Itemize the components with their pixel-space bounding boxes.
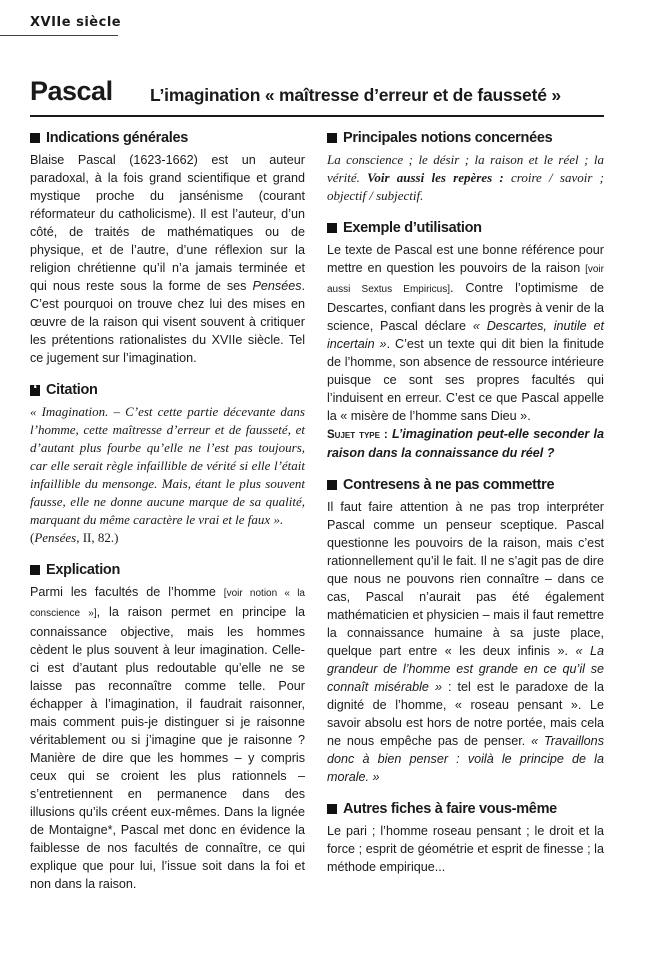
notions-list: La conscience ; le désir ; la raison et le réel ; la vérité. — [327, 152, 604, 185]
section-heading — [30, 130, 305, 146]
square-bullet-icon — [30, 133, 40, 143]
explication-text — [30, 583, 305, 893]
indications-tail: . C’est pourquoi on trouve chez lui des mises en œuvre de la raison qui visent souvent à critiquer les prétentions rationalistes du XVIIe siècle. Tel ce jugement sur l’imagination. — [30, 279, 306, 365]
right-column — [327, 130, 604, 891]
cross-reference: [voir notion « la conscience »] — [30, 588, 305, 619]
heading-text: Exemple d’utilisation — [343, 220, 482, 236]
contresens-part: : tel est le paradoxe de la dignité de l’homme, « roseau pensant ». Le savoir absolu est hors de notre portée, mais cela ne nous empêche pas de penser. — [327, 680, 604, 748]
heading-text: Indications générales — [46, 130, 188, 146]
see-also-items: croire / savoir ; objectif / subjectif. — [327, 170, 605, 203]
heading-text: Contresens à ne pas commettre — [343, 477, 555, 493]
citation-text: « Imagination. – C’est cette partie décevante dans l’homme, cette maîtresse d’erreur et de fausseté, et d’autant plus fourbe qu’elle ne l’est pas toujours, car elle serait règle infaillible de vérité si elle l’était infaillible du mensonge. Mais, étant le plus souvent fausse, elle ne donne aucune marque de sa qualité, marquant du même caractère le vrai et le faux ». (Pensées, II, 82.) — [30, 404, 305, 545]
autres-text: Le pari ; l’homme roseau pensant ; le droit et la force ; esprit de géométrie et esprit de finesse ; la méthode empirique... — [327, 824, 604, 874]
contresens-part: Il faut faire attention à ne pas trop interpréter Pascal comme un penseur sceptique. Pascal questionne les pouvoirs de la raison, mais c’est rationnellement qu’il le fait. Il ne s’agit pas de dire que nous ne pouvons rien connaître – dans ce cas, Pascal n’aurait pas été également mathématicien et physicien – mais il faut remettre la connaissance humaine à sa juste place, quelque part entre « les deux infinis ». — [327, 500, 604, 658]
contresens-quote: « La grandeur de l’homme est grande en ce qu’il se connaît misérable » — [327, 644, 604, 694]
section-indications — [30, 130, 305, 367]
exemple-part: Le texte de Pascal est une bonne référence pour mettre en question les pouvoirs de la raison — [327, 243, 604, 275]
exemple-text — [327, 241, 604, 462]
square-bullet-icon — [30, 565, 40, 575]
section-contresens — [327, 477, 604, 786]
exemple-part: . C’est un texte qui dit bien la finitude de l’homme, son absence de ressource intérieure puisque ce sont ses propres facultés qui l’induisent en erreur. C’est ce que Pascal appelle la « misère de l’homme sans Dieu ». — [327, 337, 604, 423]
section-exemple — [327, 220, 604, 462]
notions-text — [327, 151, 604, 205]
section-heading — [327, 477, 604, 493]
square-bullet-icon — [327, 804, 337, 814]
contresens-quote: « Travaillons donc à bien penser : voilà le principe de la morale. » — [327, 734, 604, 784]
indications-text — [30, 151, 305, 367]
section-heading — [30, 562, 305, 578]
square-bullet-icon — [327, 223, 337, 233]
quote-bullet-icon: ❛ — [30, 385, 40, 396]
square-bullet-icon — [327, 480, 337, 490]
see-also-label: Voir aussi les repères : — [367, 170, 504, 185]
citation-source-ref: , II, 82.) — [76, 530, 119, 545]
explication-part: Parmi les facultés de l’homme — [30, 585, 216, 599]
indications-body: Blaise Pascal (1623-1662) est un auteur paradoxal, à la fois grand scientifique et grand mystique proche du jansénisme (courant réformateur du catholicisme). Il est l’auteur, d’un côté, de traités de mathématiques ou de physique, et de l’autre, d’une réflexion sur la religion chrétienne qu’il n’a jamais terminée et qui nous reste sous la forme de ses — [30, 153, 305, 293]
header-divider — [0, 35, 118, 36]
section-explication — [30, 562, 305, 893]
left-column — [30, 130, 305, 908]
section-heading — [327, 130, 604, 146]
exemple-part: . Contre l’optimisme de Descartes, confiant dans les progrès à venir de la science, Pascal déclare — [327, 281, 604, 333]
section-heading — [30, 382, 305, 398]
section-autres — [327, 801, 604, 876]
page-title: L’imagination « maîtresse d’erreur et de fausseté » — [150, 85, 561, 105]
explication-part: , la raison permet en principe la connaissance objective, mais les hommes cèdent le plus souvent à leur imagination. Celle-ci est d’autant plus redoutable qu’elle ne se laisse pas reconnaître comme telle. Pour échapper à l’imagination, il faudrait raisonner, mais comment puis-je distinguer si je raisonne véritablement ou si j’imagine que je raisonne ? Manière de dire que les hommes – y compris ceux qui se croient les plus rationnels – s’entretiennent en permanence dans des illusions qu’ils créent eux-mêmes. Dans la lignée de Montaigne*, Pascal met donc en évidence la faiblesse de nos facultés de connaître, ce qui explique que pour lui, l’issue soit dans la foi et non dans la raison. — [30, 605, 305, 891]
author-name: Pascal — [30, 76, 113, 106]
citation-source-work: Pensées — [34, 530, 77, 545]
section-heading — [327, 220, 604, 236]
section-heading — [327, 801, 604, 817]
heading-text: Principales notions concernées — [343, 130, 553, 146]
section-citation — [30, 382, 305, 547]
square-bullet-icon — [327, 133, 337, 143]
century-label: XVIIe siècle — [30, 15, 122, 30]
sujet-type-label: Sujet type : — [327, 429, 388, 441]
section-notions — [327, 130, 604, 205]
heading-text: Citation — [46, 382, 98, 398]
heading-text: Explication — [46, 562, 121, 578]
cross-reference: [voir aussi Sextus Empiricus] — [327, 264, 604, 295]
contresens-text — [327, 498, 604, 786]
exemple-quote: « Descartes, inutile et incertain » — [327, 319, 604, 351]
sujet-type-question: L’imagination peut-elle seconder la raison dans la connaissance du réel ? — [327, 427, 605, 460]
title-divider — [30, 115, 604, 117]
work-title: Pensées — [252, 279, 302, 293]
citation-quote: « Imagination. – C’est cette partie décevante dans l’homme, cette maîtresse d’erreur et de fausseté, et d’autant plus fourbe qu’elle ne l’est pas toujours, car elle serait règle infaillible de vérité si elle l’était infaillible du mensonge. Mais, étant le plus souvent fausse, elle ne donne aucune marque de sa qualité, marquant du même caractère le vrai et le faux ». — [30, 404, 305, 527]
heading-text: Autres fiches à faire vous-même — [343, 801, 557, 817]
